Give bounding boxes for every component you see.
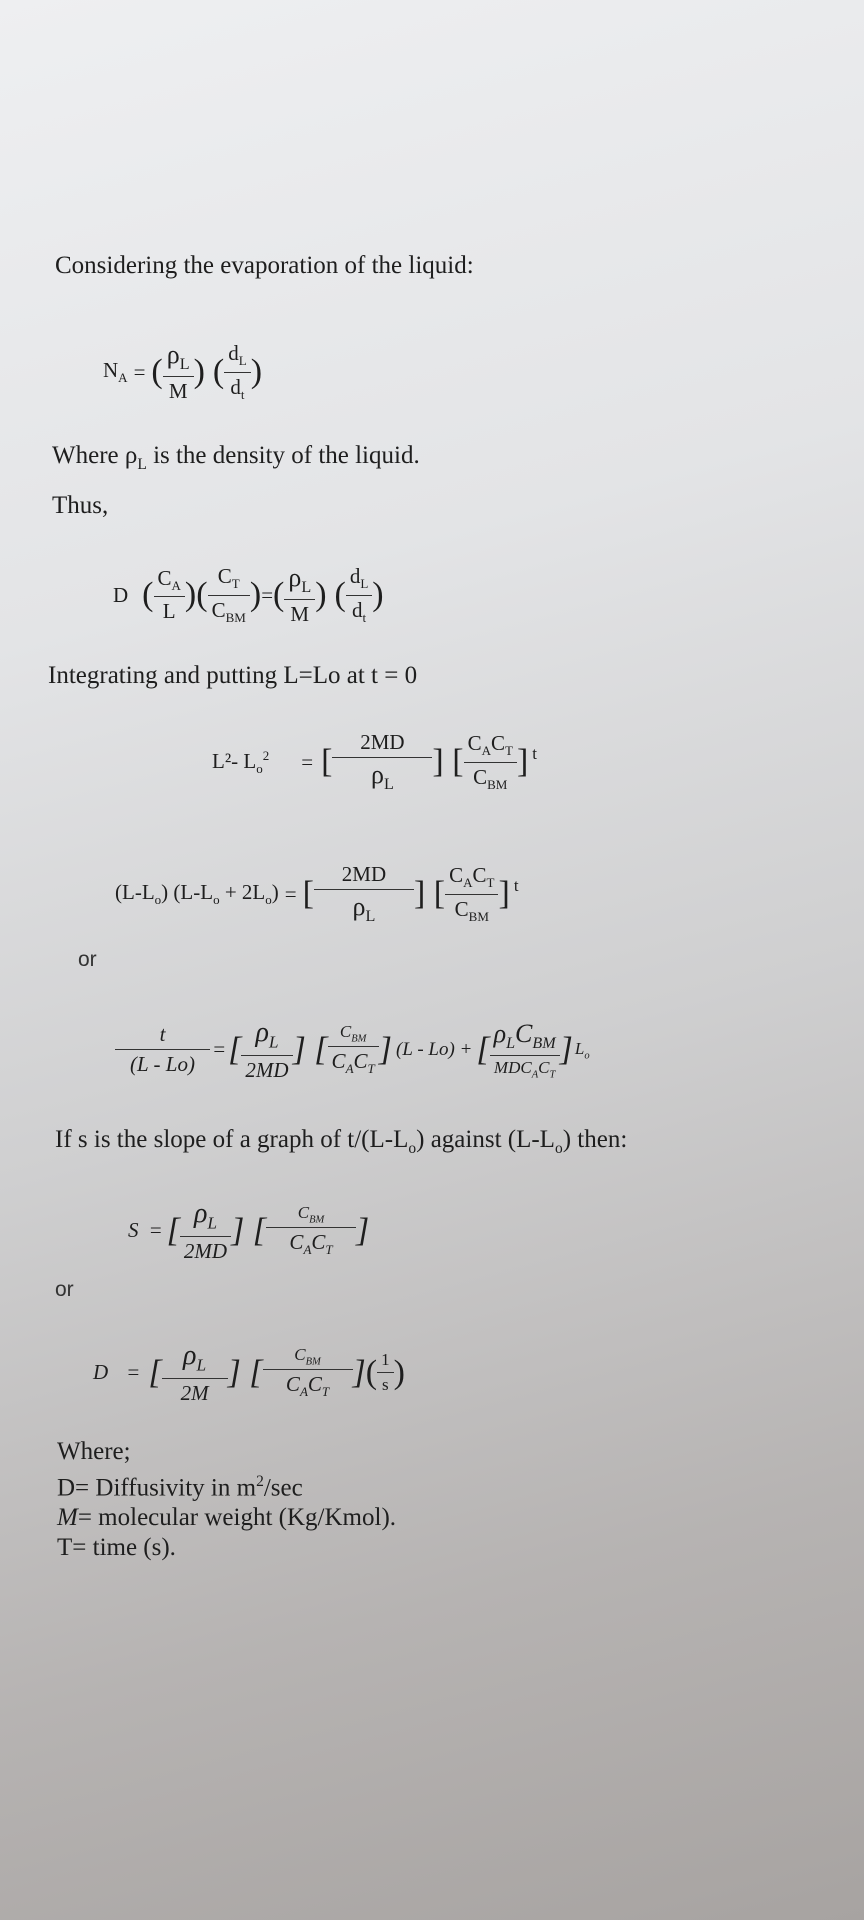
where-block [57, 1437, 396, 1563]
equation-integrated-2: $(L-L_o) (L-L_o + 2L_o)$ = [ $\frac{2MD}{\rho_L}$ ] [ $\frac{C_AC_T}{C_{BM}}$ ] t [115, 862, 519, 926]
eq2-equals: = [261, 582, 274, 607]
eq6-frac-rho-over-2md: $\frac{\rho_L}{2MD}$ [180, 1198, 231, 1264]
eq4-frac-2md-over-rho: $\frac{2MD}{\rho_L}$ [314, 862, 414, 926]
eq4-tail: t [513, 876, 519, 896]
where-line-molecular-weight: M= molecular weight (Kg/Kmol). [57, 1504, 397, 1532]
eq6-frac-cbm-over-cact: $\frac{C_{BM}}{C_AC_T}$ [266, 1203, 356, 1259]
eq1-equals: = [133, 359, 146, 384]
eq7-frac-1-over-s: $\frac{1}{s}$ [377, 1350, 394, 1395]
where-rho-text: Where $\rho_L$ is the density of the liquid. [52, 442, 420, 473]
eq5-frac-rhocbm-over-mdcact: $\frac{\rho_LC_{BM}}{MDC_AC_T}$ [490, 1019, 560, 1081]
or-label-1: or [78, 948, 97, 971]
equation-diffusion: D ( $\frac{C_A}{L}$ )( $\frac{C_T}{C_{BM}}$ ) = ( $\frac{\rho_L}{M}$ ) ( $\frac{d_L}{d_t}$ ) [113, 563, 384, 627]
eq3-lhs: L²- $L_o^2$ [212, 747, 270, 776]
eq2-frac-ct-over-cbm: $\frac{C_T}{C_{BM}}$ [208, 564, 250, 625]
eq3-equals: = [301, 749, 314, 774]
where-title: Where; [57, 1438, 131, 1465]
eq3-frac-cact-over-cbm: $\frac{C_AC_T}{C_{BM}}$ [464, 731, 517, 792]
slope-text: If s is the slope of a graph of $t/(L-L_o)$ against $(L-L_o)$ then: [55, 1126, 628, 1157]
where-line-diffusivity: D= Diffusivity in $m^2/\sec$ [57, 1473, 303, 1502]
eq4-lhs: $(L-L_o) (L-L_o + 2L_o)$ [115, 880, 279, 908]
eq2-frac-ca-over-l: $\frac{C_A}{L}$ [154, 566, 185, 624]
eq5-tail: $L_o$ [574, 1038, 590, 1061]
eq6-lhs: S [128, 1218, 139, 1243]
eq4-equals: = [284, 881, 297, 906]
eq5-middle: (L - Lo) + [396, 1038, 473, 1060]
eq2-frac-dl-over-dt: $\frac{d_L}{d_t}$ [346, 564, 372, 625]
eq7-frac-rho-over-2m: $\frac{\rho_L}{2M}$ [162, 1340, 228, 1406]
equation-diffusivity: D = [ $\frac{\rho_L}{2M}$ ] [ $\frac{C_{BM}}{C_AC_T}$ ] ( $\frac{1}{s}$ ) [93, 1340, 405, 1405]
thus-text: Thus, [52, 492, 109, 519]
eq1-frac-dl-over-dt: $\frac{d_L}{d_t}$ [224, 341, 250, 402]
equation-slope: S = [ $\frac{\rho_L}{2MD}$ ] [ $\frac{C_{BM}}{C_AC_T}$ ] [128, 1198, 370, 1263]
eq1-lhs: $N_A$ [103, 358, 128, 386]
eq2-lhs: D [113, 582, 129, 607]
or-label-2: or [55, 1278, 74, 1301]
eq5-equals: = [212, 1037, 227, 1062]
eq3-tail: t [532, 744, 538, 764]
equation-linearized: $\frac{t}{(L - Lo)}$ = [ $\frac{\rho_L}{2MD}$ ] [ $\frac{C_{BM}}{C_AC_T}$ ] (L - Lo) + [ $\frac{\rho_LC_{BM}}{MDC_AC_T}$ ] $L_o$ [115, 1017, 590, 1083]
eq5-frac-rho-over-2md: $\frac{\rho_L}{2MD}$ [241, 1017, 292, 1083]
eq2-frac-rho-over-m: $\frac{\rho_L}{M}$ [284, 563, 315, 627]
eq3-frac-2md-over-rho: $\frac{2MD}{\rho_L}$ [332, 730, 432, 794]
eq5-frac-cbm-over-cact: $\frac{C_{BM}}{C_AC_T}$ [328, 1022, 379, 1078]
intro-text: Considering the evaporation of the liquid: [55, 252, 474, 279]
eq7-equals: = [126, 1360, 141, 1385]
equation-integrated-1: L²- $L_o^2$ = [ $\frac{2MD}{\rho_L}$ ] [ $\frac{C_AC_T}{C_{BM}}$ ] t [212, 730, 538, 794]
eq1-frac-rho-over-m: $\frac{\rho_L}{M}$ [163, 340, 194, 404]
eq4-frac-cact-over-cbm: $\frac{C_AC_T}{C_{BM}}$ [445, 863, 498, 924]
where-line-time: T= time (s). [57, 1534, 176, 1562]
eq5-frac-t-over-l-lo: $\frac{t}{(L - Lo)}$ [115, 1022, 210, 1077]
eq6-equals: = [148, 1218, 163, 1243]
integrating-text: Integrating and putting L=Lo at t = 0 [48, 662, 418, 689]
equation-flux: $N_A$ = ( $\frac{\rho_L}{M}$ ) ( $\frac{d_L}{d_t}$ ) [103, 340, 263, 404]
eq7-lhs: D [93, 1360, 109, 1385]
eq7-frac-cbm-over-cact: $\frac{C_{BM}}{C_AC_T}$ [263, 1345, 353, 1401]
